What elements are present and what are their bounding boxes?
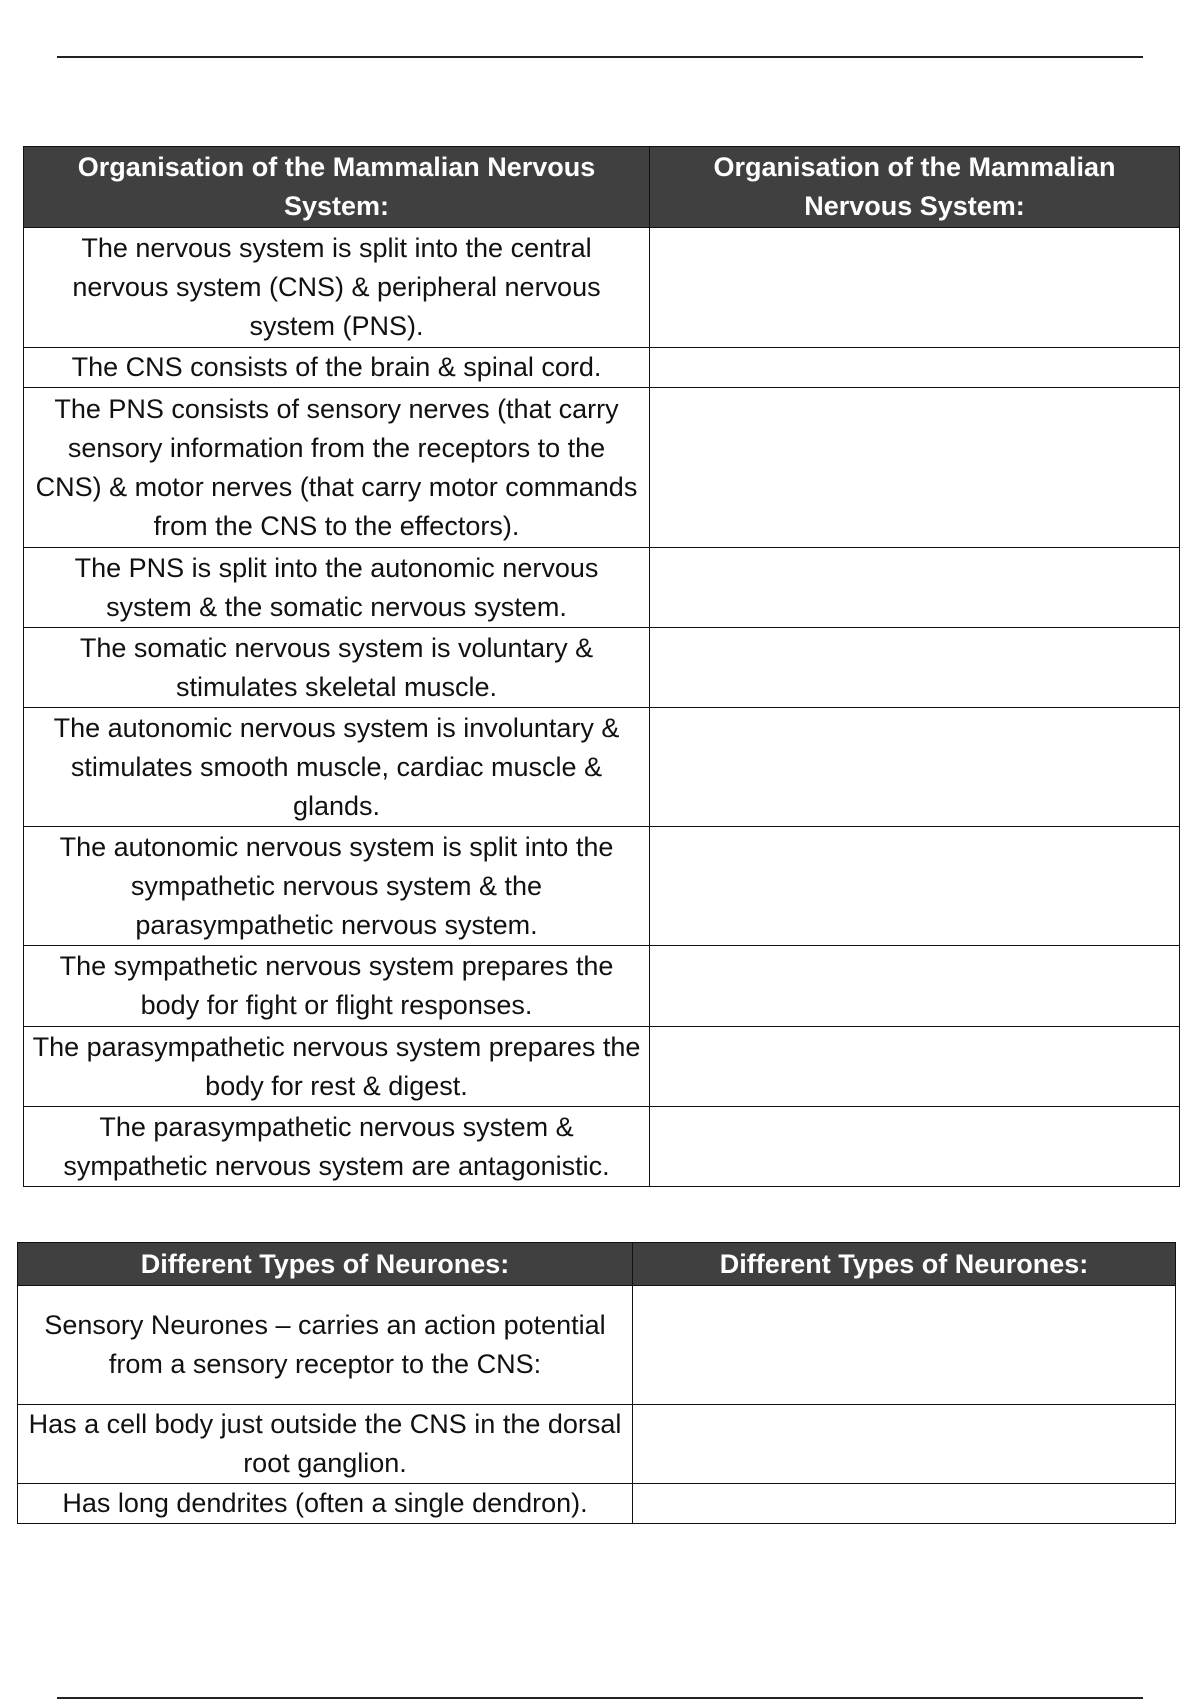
answer-cell[interactable] <box>650 708 1180 827</box>
answer-cell[interactable] <box>650 827 1180 946</box>
answer-cell[interactable] <box>633 1484 1176 1524</box>
answer-cell[interactable] <box>650 628 1180 708</box>
table-row <box>18 1484 1176 1524</box>
answer-cell[interactable] <box>650 228 1180 348</box>
table-row <box>18 1405 1176 1484</box>
table-row <box>24 228 1180 348</box>
answer-cell[interactable] <box>650 388 1180 548</box>
statement-cell: The PNS consists of sensory nerves (that carry sensory information from the receptors to the CNS) & motor nerves (that carry motor commands from the CNS to the effectors). <box>24 388 650 548</box>
table-row <box>24 1027 1180 1107</box>
column-header: Organisation of the Mammalian Nervous System: <box>650 147 1180 228</box>
column-header: Organisation of the Mammalian Nervous System: <box>24 147 650 228</box>
statement-cell: The PNS is split into the autonomic nervous system & the somatic nervous system. <box>24 548 650 628</box>
neurones-table <box>17 1242 1176 1524</box>
statement-cell: The CNS consists of the brain & spinal cord. <box>24 348 650 388</box>
answer-cell[interactable] <box>633 1286 1176 1405</box>
statement-cell: Has long dendrites (often a single dendron). <box>18 1484 633 1524</box>
answer-cell[interactable] <box>650 1107 1180 1187</box>
statement-cell: The somatic nervous system is voluntary & stimulates skeletal muscle. <box>24 628 650 708</box>
statement-cell: The parasympathetic nervous system prepares the body for rest & digest. <box>24 1027 650 1107</box>
table-header-row <box>24 147 1180 228</box>
statement-cell: Sensory Neurones – carries an action potential from a sensory receptor to the CNS: <box>18 1286 633 1405</box>
statement-cell: The sympathetic nervous system prepares the body for fight or flight responses. <box>24 946 650 1027</box>
table-row <box>18 1286 1176 1405</box>
statement-cell: Has a cell body just outside the CNS in the dorsal root ganglion. <box>18 1405 633 1484</box>
statement-cell: The parasympathetic nervous system & sympathetic nervous system are antagonistic. <box>24 1107 650 1187</box>
answer-cell[interactable] <box>650 1027 1180 1107</box>
table-row <box>24 548 1180 628</box>
table-row <box>24 388 1180 548</box>
table-row <box>24 1107 1180 1187</box>
column-header: Different Types of Neurones: <box>633 1243 1176 1286</box>
answer-cell[interactable] <box>650 348 1180 388</box>
table-row <box>24 827 1180 946</box>
organisation-table <box>23 146 1180 1187</box>
table-row <box>24 348 1180 388</box>
answer-cell[interactable] <box>650 548 1180 628</box>
column-header: Different Types of Neurones: <box>18 1243 633 1286</box>
header-rule <box>57 56 1143 58</box>
footer-rule <box>57 1697 1143 1699</box>
answer-cell[interactable] <box>633 1405 1176 1484</box>
table-row <box>24 946 1180 1027</box>
statement-cell: The autonomic nervous system is involuntary & stimulates smooth muscle, cardiac muscle & glands. <box>24 708 650 827</box>
statement-cell: The nervous system is split into the central nervous system (CNS) & peripheral nervous system (PNS). <box>24 228 650 348</box>
table-row <box>24 628 1180 708</box>
table-row <box>24 708 1180 827</box>
answer-cell[interactable] <box>650 946 1180 1027</box>
statement-cell: The autonomic nervous system is split into the sympathetic nervous system & the parasympathetic nervous system. <box>24 827 650 946</box>
table-header-row <box>18 1243 1176 1286</box>
